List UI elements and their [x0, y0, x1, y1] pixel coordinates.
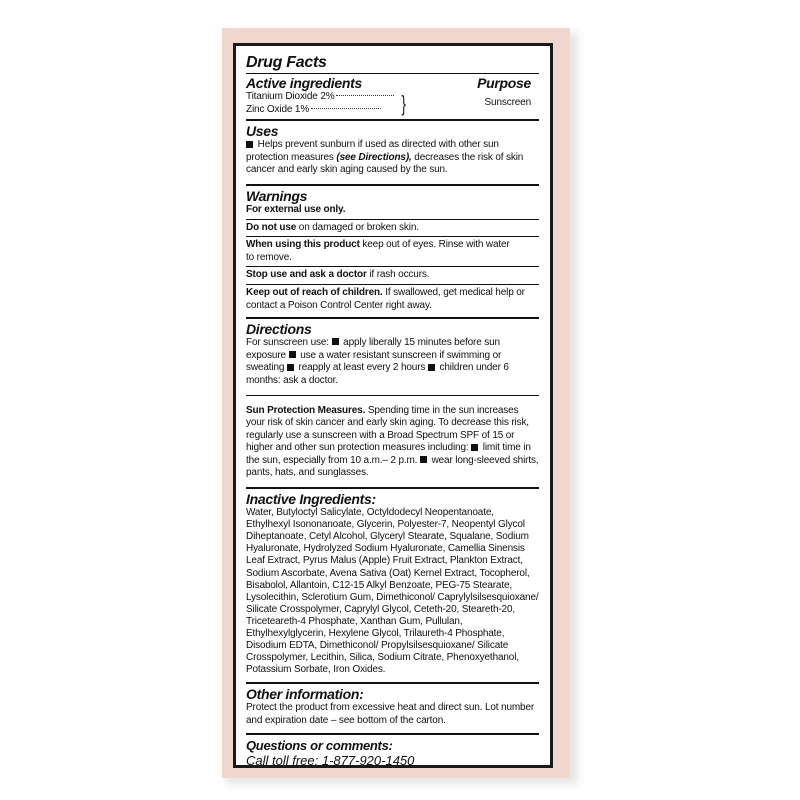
do-not-use: Do not use on damaged or broken skin.: [246, 221, 419, 233]
divider: [246, 73, 539, 74]
ingredient-zinc: Zinc Oxide 1%: [246, 104, 396, 117]
external-use: For external use only.: [246, 203, 346, 215]
divider: [246, 284, 539, 285]
inactive-heading: Inactive Ingredients:: [246, 491, 376, 508]
purpose-value: Sunscreen: [484, 97, 531, 108]
inactive-ingredients-list: Water, Butyloctyl Salicylate, Octyldodecyl Neopentanoate, Ethylhexyl Isononanoate, Glycerin, Polyester-7, Neopentyl Glycol Diheptanoate, Cetyl Alcohol, Glyceryl Stearate, Squalane, Sodium Hyaluronate, Hydrolyzed Sodium Hyaluronate, Camellia Sinensis Leaf Extract, Pyrus Malus (Apple) Fruit Extract, Plankton Extract, Sodium Ascorbate, Avena Sativa (Oat) Kernel Extract, Tocopherol, Bisabolol, Allantoin, C12-15 Alkyl Benzoate, PEG-75 Stearate, Lysolecithin, Sclerotium Gum, Dimethiconol/ Caprylylsilsesquioxane/ Silicate Crosspolymer, Caprylyl Glycol, Ceteth-20, Steareth-20, Triceteareth-4 Phosphate, Xanthan Gum, Pullulan, Ethylhexylglycerin, Hexylene Glycol, Trilaureth-4 Phosphate, Disodium EDTA, Dimethiconol/ Propylsilsesquioxane/ Silicate Crosspolymer, Lecithin, Silica, Sodium Citrate, Phenoxyethanol, Potassium Sorbate, Iron Oxides.: [246, 507, 539, 676]
divider: [246, 317, 539, 319]
divider: [246, 236, 539, 237]
other-info-text: Protect the product from excessive heat and direct sun. Lot number and expiration date – see bottom of the carton.: [246, 702, 535, 726]
sun-protection-measures: Sun Protection Measures. Spending time in the sun increases your risk of skin cancer and early skin aging. To decrease this risk, regularly use a sunscreen with a Broad Spectrum SPF of 15 or higher and other sun protection measures including: limit time in the sun, especially from 10 a.m.– 2 p.m. wear long-sleeved shirts, pants, hats, and sunglasses.: [246, 404, 539, 479]
directions-text: For sunscreen use: apply liberally 15 minutes before sun exposure use a water resistant sunscreen if swimming or sweating reapply at least every 2 hours children under 6 months: ask a doctor.: [246, 337, 509, 386]
directions-heading: Directions: [246, 321, 312, 338]
questions-heading: Questions or comments:: [246, 737, 393, 753]
drug-facts-title: Drug Facts: [246, 54, 327, 71]
other-info-heading: Other information:: [246, 686, 364, 703]
divider: [246, 733, 539, 735]
stop-use: Stop use and ask a doctor if rash occurs.: [246, 269, 430, 281]
divider: [246, 682, 539, 684]
toll-free-number[interactable]: Call toll free: 1-877-920-1450: [246, 752, 415, 768]
purpose-heading: Purpose: [477, 75, 531, 91]
bullet-icon: [246, 141, 253, 148]
divider: [246, 487, 539, 489]
when-using: When using this product keep out of eyes. Rinse with water to remove.: [246, 239, 510, 263]
uses-text: Helps prevent sunburn if used as directed with other sun protection measures (see Directions), decreases the risk of skin cancer and early skin aging caused by the sun.: [246, 139, 524, 176]
warnings-heading: Warnings: [246, 187, 308, 204]
drug-facts-box: [233, 43, 553, 768]
brace-icon: }: [401, 90, 407, 116]
divider: [246, 184, 539, 186]
uses-heading: Uses: [246, 123, 279, 140]
active-ingredients-section: [246, 76, 539, 116]
divider: [246, 219, 539, 220]
divider: [246, 119, 539, 121]
active-ingredients-heading: Active ingredients: [246, 75, 362, 91]
divider: [246, 395, 539, 396]
keep-out-of-reach: Keep out of reach of children. If swallowed, get medical help or contact a Poison Control Center right away.: [246, 286, 525, 311]
ingredient-titanium: Titanium Dioxide 2%: [246, 91, 396, 104]
divider: [246, 266, 539, 267]
